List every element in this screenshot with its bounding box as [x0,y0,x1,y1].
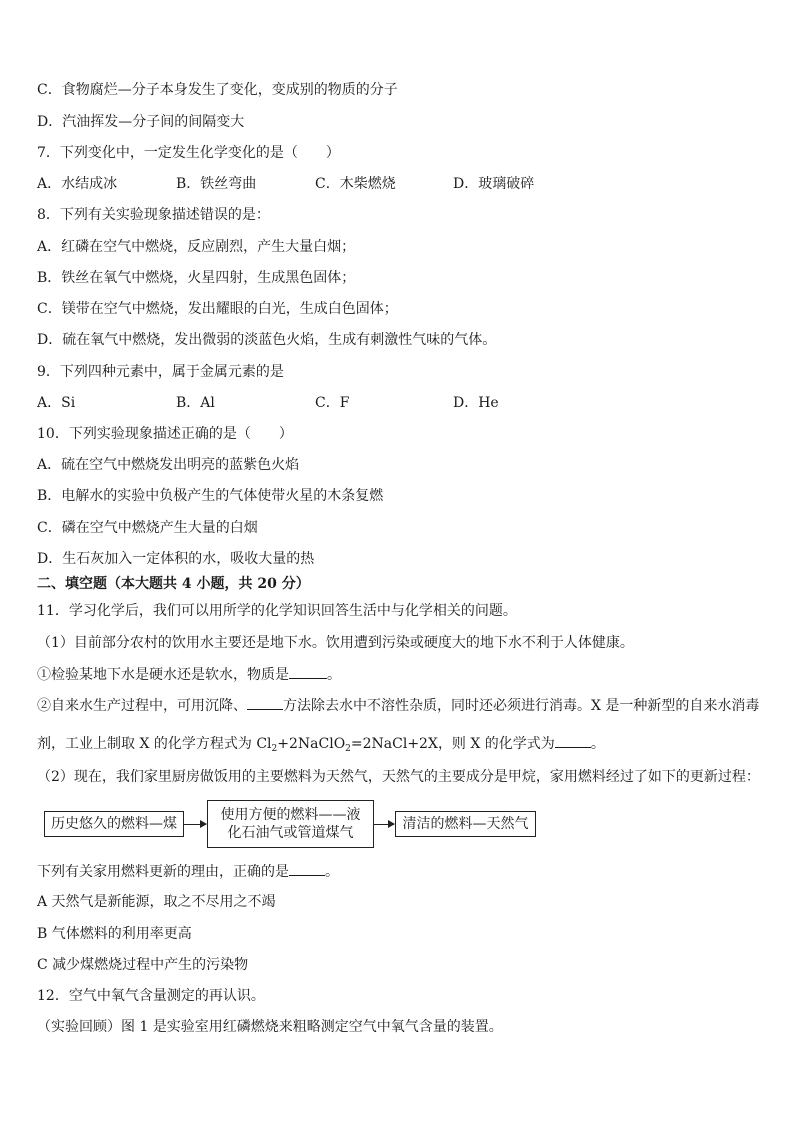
question-9: 9．下列四种元素中，属于金属元素的是 [37,364,284,380]
option-6c: C．食物腐烂—分子本身发生了变化，变成别的物质的分子 [37,82,398,98]
text: 。 [327,667,341,683]
question-11: 11．学习化学后，我们可以用所学的化学知识回答生活中与化学相关的问题。 [37,603,517,619]
question-12: 12．空气中氧气含量测定的再认识。 [37,988,265,1004]
arrow-icon [374,824,394,825]
flow-box-label: 清洁的燃料—天然气 [402,816,529,832]
option-8d: D．硫在氧气中燃烧，发出微弱的淡蓝色火焰，生成有刺激性气味的气体。 [37,332,497,348]
flow-box-label: 历史悠久的燃料—煤 [51,816,177,832]
flow-box-label: 化石油气或管道煤气 [227,825,354,841]
option-8b: B．铁丝在氧气中燃烧，火星四射，生成黑色固体； [37,270,356,286]
question-8: 8．下列有关实验现象描述错误的是： [37,207,270,223]
question-11-2-ask [37,861,339,882]
text: ②自来水生产过程中，可用沉降、 [37,698,247,714]
option-11-2b: B 气体燃料的利用率更高 [37,926,192,942]
question-11-part2: （2）现在，我们家里厨房做饭用的主要燃料为天然气，天然气的主要成分是甲烷，家用燃料经过了如下的更新过程： [37,769,760,785]
text: 。 [325,864,339,880]
option-7b: B．铁丝弯曲 [176,176,257,192]
flow-box-coal [44,811,184,837]
answer-blank [289,861,325,876]
question-11-1a [37,664,341,685]
option-6d: D．汽油挥发—分子间的间隔变大 [37,114,245,130]
option-9d: D．He [453,395,499,411]
eq-sub: 2 [271,744,278,754]
answer-blank [555,733,591,748]
text: 剂，工业上制取 X 的化学方程式为 [37,736,257,752]
text: ①检验某地下水是硬水还是软水，物质是 [37,667,289,683]
section-heading: 二、填空题（本大题共 4 小题，共 20 分） [37,576,310,592]
question-12-part1: （实验回顾）图 1 是实验室用红磷燃烧来粗略测定空气中氧气含量的装置。 [37,1019,503,1035]
question-11-part1: （1）目前部分农村的饮用水主要还是地下水。饮用遭到污染或硬度大的地下水不利于人体健康。 [37,635,634,651]
option-7c: C．木柴燃烧 [315,176,396,192]
option-7a: A．水结成冰 [37,176,118,192]
flow-box-lpg [207,800,374,848]
eq-cl: Cl [256,736,272,752]
arrow-icon [184,824,206,825]
chemical-equation [256,736,438,752]
eq-rest: =2NaCl+2X [350,736,438,752]
option-9b: B．Al [176,395,215,411]
question-10: 10．下列实验现象描述正确的是（ ） [37,426,293,442]
text: ，则 X 的化学式为 [437,736,555,752]
answer-blank [247,695,283,710]
option-10c: C．磷在空气中燃烧产生大量的白烟 [37,520,258,536]
flow-box-natural-gas [395,811,536,837]
eq-sub: 2 [345,744,351,754]
eq-mid: +2NaClO [277,736,346,752]
question-11-1c [37,733,605,759]
option-10b: B．电解水的实验中负极产生的气体使带火星的木条复燃 [37,488,384,504]
option-9a: A．Si [37,395,76,411]
option-11-2c: C 减少煤燃烧过程中产生的污染物 [37,957,249,973]
option-7d: D．玻璃破碎 [453,176,535,192]
option-8c: C．镁带在空气中燃烧，发出耀眼的白光，生成白色固体； [37,301,398,317]
answer-blank [289,664,327,679]
option-10a: A．硫在空气中燃烧发出明亮的蓝紫色火焰 [37,457,300,473]
option-10d: D．生石灰加入一定体积的水，吸收大量的热 [37,551,315,567]
text: 方法除去水中不溶性杂质，同时还必须进行消毒。X 是一种新型的自来水消毒 [283,698,760,714]
question-7: 7．下列变化中，一定发生化学变化的是（ ） [37,145,340,161]
flow-box-label: 使用方便的燃料——液 [220,807,361,823]
option-8a: A．红磷在空气中燃烧，反应剧烈，产生大量白烟； [37,239,356,255]
option-9c: C．F [315,395,350,411]
option-11-2a: A 天然气是新能源，取之不尽用之不竭 [37,894,276,910]
text: 。 [590,736,605,752]
question-11-1b [37,695,759,716]
text: 下列有关家用燃料更新的理由，正确的是 [37,864,289,880]
